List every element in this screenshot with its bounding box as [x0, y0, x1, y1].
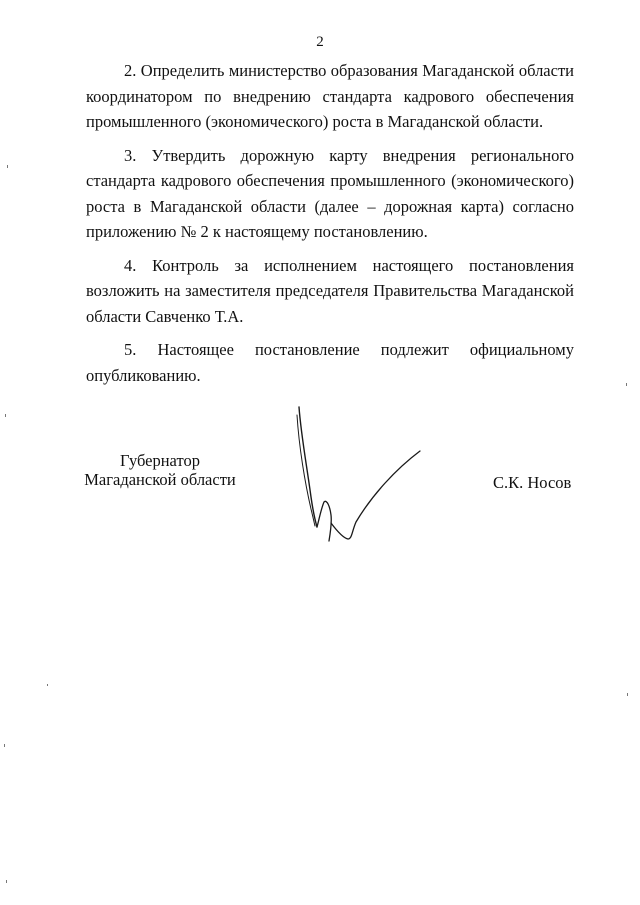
- paragraph-2: [86, 58, 574, 135]
- paragraph-line: 2. Определить министерство образования Магаданской области: [124, 61, 574, 80]
- scan-artifact: [47, 684, 48, 686]
- scan-artifact: [6, 880, 7, 883]
- paragraph-line: 3. Утвердить дорожную карту внедрения регионального стандарта: [86, 145, 574, 190]
- document-body: [86, 58, 574, 396]
- scan-artifact: [627, 693, 628, 696]
- signatory-region: Магаданской области: [84, 470, 236, 489]
- paragraph-line: к настоящему постановлению.: [212, 222, 428, 241]
- handwritten-signature: [290, 405, 425, 550]
- paragraph-3: [86, 143, 574, 245]
- scan-artifact: [626, 383, 627, 386]
- paragraph-line: 5. Настоящее постановление подлежит официальному: [124, 340, 574, 359]
- signatory-title: Губернатор: [120, 451, 200, 470]
- paragraph-4: [86, 253, 574, 330]
- paragraph-line: 4. Контроль за исполнением настоящего постановления возложить: [86, 255, 574, 300]
- paragraph-line: Магаданской области (далее – дорожная карта) согласно приложению № 2: [86, 196, 575, 241]
- paragraph-line: опубликованию.: [86, 365, 201, 385]
- scan-artifact: [4, 744, 5, 747]
- paragraph-line: промышленного (экономического) роста в Магаданской области.: [86, 112, 544, 131]
- scan-artifact: [5, 414, 6, 417]
- signatory-position: [80, 451, 240, 489]
- paragraph-line: Савченко Т.А.: [145, 306, 244, 326]
- paragraph-line: координатором по внедрению стандарта кадрового обеспечения: [86, 86, 574, 106]
- page-number: 2: [316, 34, 324, 50]
- paragraph-line: на заместителя председателя Правительства Магаданской области: [86, 281, 575, 326]
- scan-artifact: [7, 165, 8, 168]
- paragraph-line: кадрового обеспечения промышленного (экономического) роста в: [86, 171, 574, 216]
- signer-name: С.К. Носов: [493, 473, 572, 492]
- paragraph-5: [86, 337, 574, 388]
